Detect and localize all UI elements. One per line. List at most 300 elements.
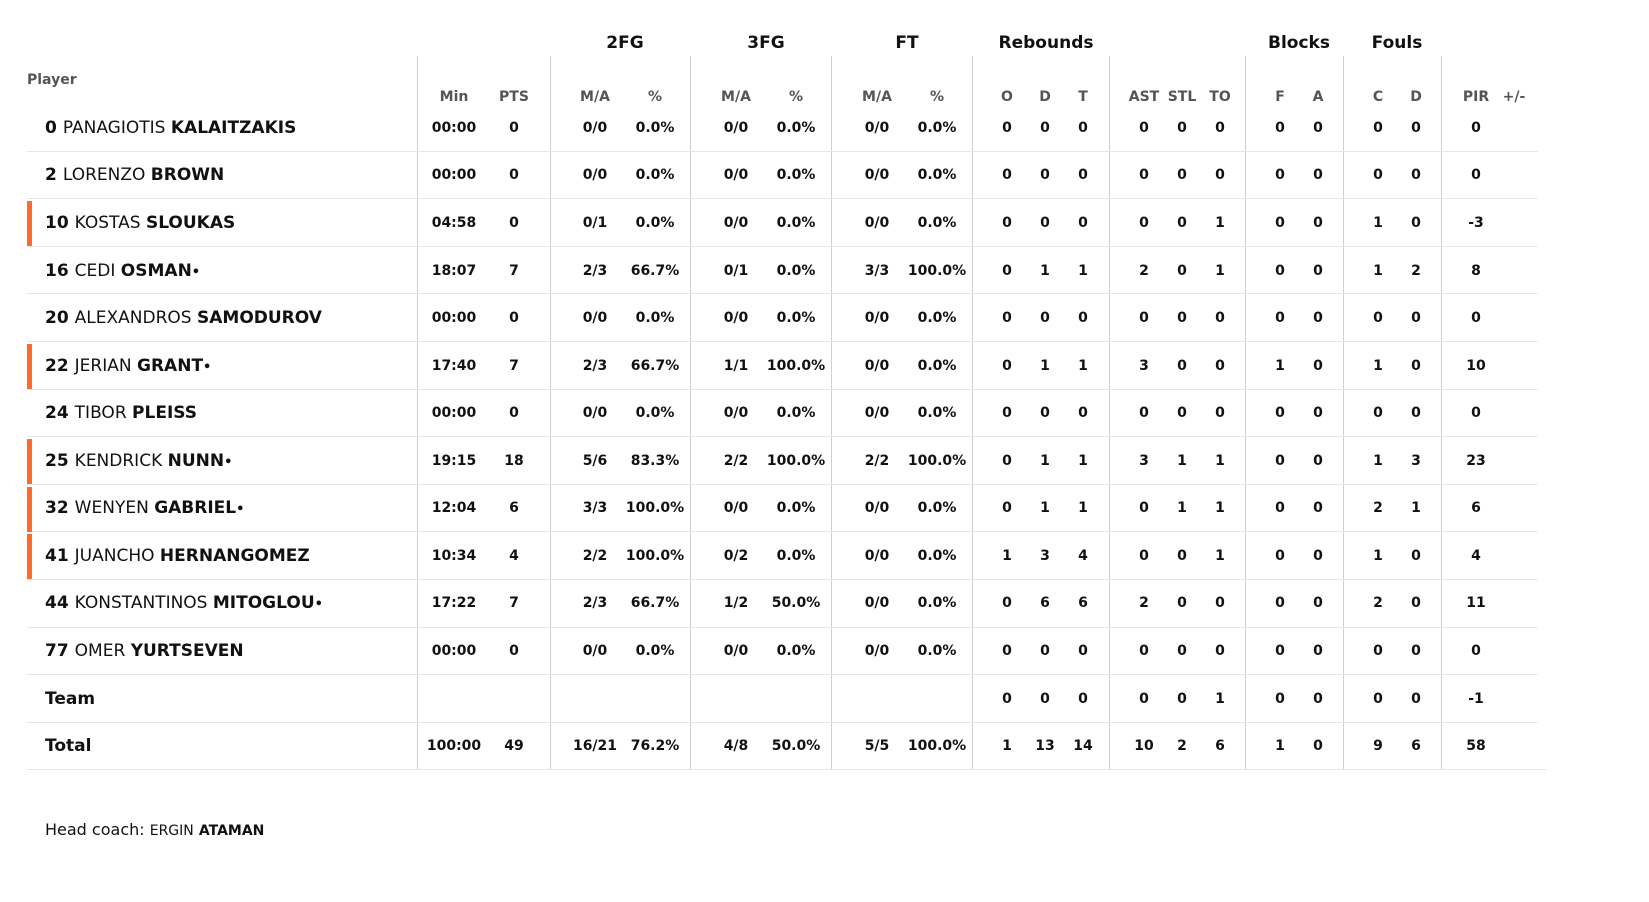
stat-cell: 0 — [1411, 215, 1421, 231]
stat-cell: 0/0 — [723, 215, 749, 231]
stat-cell: 0 — [1275, 691, 1285, 707]
stat-cell: 1 — [1078, 453, 1088, 469]
stat-cell: 0 — [1040, 310, 1050, 326]
stat-cell: 0/0 — [723, 310, 749, 326]
stat-cell — [625, 686, 685, 712]
stat-cell: 11 — [1466, 595, 1486, 611]
head-coach-last-name: ATAMAN — [198, 823, 265, 839]
stat-cell: 0 — [1275, 405, 1285, 421]
stat-cell: 0 — [1177, 358, 1187, 374]
stat-cell — [1496, 353, 1532, 379]
team-row-label: Team — [45, 689, 96, 709]
player-first-name: JERIAN — [74, 356, 132, 376]
stat-cell: 0 — [1002, 453, 1012, 469]
player-first-name: ALEXANDROS — [74, 308, 192, 328]
stat-cell: 0 — [1373, 120, 1383, 136]
column-header: A — [1312, 89, 1324, 105]
player-name[interactable] — [45, 353, 211, 379]
stat-cell: 2 — [1373, 500, 1383, 516]
stat-cell: 0 — [1040, 167, 1050, 183]
stat-cell: 0 — [1040, 215, 1050, 231]
stat-cell: 100.0% — [766, 453, 826, 469]
stat-cell: 100:00 — [426, 738, 482, 754]
stat-cell: 0 — [1471, 643, 1481, 659]
player-name[interactable] — [45, 162, 224, 188]
stat-cell: 0 — [1275, 310, 1285, 326]
player-name[interactable] — [45, 305, 322, 331]
stat-cell: 0/0 — [864, 548, 890, 564]
stat-cell: 2 — [1373, 595, 1383, 611]
player-name[interactable] — [45, 495, 244, 521]
column-divider — [1343, 56, 1344, 770]
stat-cell — [1496, 448, 1532, 474]
stat-cell: 3 — [1139, 453, 1149, 469]
stat-cell — [766, 686, 826, 712]
player-last-name: OSMAN — [120, 261, 192, 281]
stat-cell: 0.0% — [917, 643, 957, 659]
player-first-name: KOSTAS — [74, 213, 141, 233]
stat-cell: 1 — [1215, 263, 1225, 279]
stat-cell: 0 — [1139, 643, 1149, 659]
stat-cell: 0/0 — [864, 405, 890, 421]
head-coach-label: Head coach: — [45, 820, 145, 839]
stat-cell — [1496, 733, 1532, 759]
column-header: % — [788, 89, 804, 105]
stat-cell: 50.0% — [771, 738, 821, 754]
row-divider — [27, 627, 1538, 628]
stat-cell: 0.0% — [917, 595, 957, 611]
starter-marker: • — [224, 455, 233, 470]
stat-cell: 0 — [1177, 167, 1187, 183]
group-header-ft: FT — [895, 33, 919, 53]
stat-cell: 0 — [1313, 548, 1323, 564]
stat-cell: 0/0 — [864, 643, 890, 659]
stat-cell: 0 — [1139, 120, 1149, 136]
stat-cell: 0 — [1373, 643, 1383, 659]
stat-cell: 00:00 — [431, 167, 477, 183]
stat-cell: 0 — [1002, 310, 1012, 326]
stat-cell: 0 — [1215, 595, 1225, 611]
stat-cell: 0/0 — [864, 215, 890, 231]
stat-cell: 0 — [1373, 691, 1383, 707]
column-header: TO — [1209, 89, 1231, 105]
player-name[interactable] — [45, 543, 310, 569]
stat-cell: 0 — [1471, 310, 1481, 326]
stat-cell: 0/0 — [582, 405, 608, 421]
on-court-indicator — [27, 487, 32, 532]
stat-cell: 0/2 — [723, 548, 749, 564]
stat-cell: 0 — [1313, 691, 1323, 707]
stat-cell: 0.0% — [635, 405, 675, 421]
stat-cell: 0 — [1411, 548, 1421, 564]
stat-cell — [1496, 638, 1532, 664]
column-header: +/- — [1502, 89, 1526, 105]
stat-cell: 1/2 — [723, 595, 749, 611]
column-divider — [972, 56, 973, 770]
stat-cell: 23 — [1466, 453, 1486, 469]
stat-cell: 4 — [1471, 548, 1481, 564]
stat-cell: 1/1 — [723, 358, 749, 374]
column-header: M/A — [862, 89, 892, 105]
player-last-name: BROWN — [150, 165, 225, 185]
stat-cell: 3/3 — [582, 500, 608, 516]
stat-cell: 0.0% — [635, 120, 675, 136]
player-last-name: SLOUKAS — [145, 213, 236, 233]
stat-cell: 10 — [1466, 358, 1486, 374]
column-divider — [550, 56, 551, 770]
row-divider — [27, 198, 1538, 199]
stat-cell: 0 — [1313, 120, 1323, 136]
stat-cell: 0 — [1139, 691, 1149, 707]
stat-cell: 0 — [1040, 691, 1050, 707]
player-column-header: Player — [27, 72, 77, 88]
stat-cell — [1496, 258, 1532, 284]
player-last-name: KALAITZAKIS — [170, 118, 297, 138]
stat-cell: 0/0 — [582, 120, 608, 136]
stat-cell: 0 — [1002, 263, 1012, 279]
starter-marker: • — [191, 265, 201, 280]
stat-cell: 1 — [1275, 358, 1285, 374]
stat-cell: 0/0 — [723, 500, 749, 516]
stat-cell: 0 — [1139, 500, 1149, 516]
player-number: 24 — [45, 403, 69, 423]
player-first-name: CEDI — [74, 261, 116, 281]
stat-cell: 5/5 — [864, 738, 890, 754]
stat-cell: 0 — [1002, 691, 1012, 707]
stat-cell: 0.0% — [776, 120, 816, 136]
stat-cell: 1 — [1040, 263, 1050, 279]
stat-cell: 0 — [1002, 167, 1012, 183]
stat-cell: -1 — [1468, 691, 1484, 707]
stat-cell: 0 — [1215, 310, 1225, 326]
stat-cell: 0.0% — [776, 643, 816, 659]
player-last-name: YURTSEVEN — [130, 641, 244, 661]
player-name[interactable] — [45, 258, 200, 284]
stat-cell: 2 — [1177, 738, 1187, 754]
player-number: 25 — [45, 451, 69, 471]
stat-cell: 3 — [1411, 453, 1421, 469]
stat-cell: 0 — [1313, 167, 1323, 183]
stat-cell: 0.0% — [917, 310, 957, 326]
stat-cell: 0.0% — [635, 167, 675, 183]
stat-cell — [904, 686, 970, 712]
column-divider — [690, 56, 691, 770]
stat-cell: 6 — [1215, 738, 1225, 754]
stat-cell: 1 — [1215, 215, 1225, 231]
stat-cell: 0 — [1002, 405, 1012, 421]
stat-cell — [1496, 543, 1532, 569]
player-first-name: LORENZO — [62, 165, 146, 185]
column-header: M/A — [721, 89, 751, 105]
stat-cell: 2/3 — [582, 595, 608, 611]
stat-cell: 00:00 — [431, 405, 477, 421]
stat-cell: 0 — [1002, 120, 1012, 136]
stat-cell: 83.3% — [630, 453, 680, 469]
stat-cell: 0 — [1411, 405, 1421, 421]
column-header: M/A — [580, 89, 610, 105]
group-header-blk: Blocks — [1268, 33, 1330, 53]
stat-cell: 00:00 — [431, 643, 477, 659]
stat-cell: 0/0 — [864, 595, 890, 611]
on-court-indicator — [27, 534, 32, 579]
stat-cell: 0 — [1313, 405, 1323, 421]
stat-cell — [1496, 590, 1532, 616]
stat-cell: 13 — [1035, 738, 1055, 754]
stat-cell: 0/0 — [864, 358, 890, 374]
stat-cell: 0/0 — [582, 643, 608, 659]
stat-cell: 0 — [1078, 310, 1088, 326]
player-first-name: WENYEN — [74, 498, 149, 518]
column-header: STL — [1167, 89, 1197, 105]
stat-cell: 7 — [509, 358, 519, 374]
row-divider — [27, 531, 1538, 532]
stat-cell: 1 — [1215, 691, 1225, 707]
stat-cell: 0 — [1177, 263, 1187, 279]
stat-cell: 0 — [1078, 215, 1088, 231]
stat-cell: 1 — [1373, 358, 1383, 374]
stat-cell: 1 — [1002, 548, 1012, 564]
stat-cell: 100.0% — [907, 263, 967, 279]
column-header: D — [1039, 89, 1051, 105]
stat-cell: 0/1 — [582, 215, 608, 231]
stat-cell: 7 — [509, 595, 519, 611]
row-divider — [27, 293, 1538, 294]
stat-cell: 12:04 — [431, 500, 477, 516]
stat-cell: 0.0% — [917, 405, 957, 421]
row-divider — [27, 579, 1538, 580]
stat-cell: 2/2 — [723, 453, 749, 469]
stat-cell — [1496, 495, 1532, 521]
stat-cell: 49 — [504, 738, 524, 754]
stat-cell: 1 — [1215, 453, 1225, 469]
stat-cell: 0 — [1177, 548, 1187, 564]
column-header: PTS — [499, 89, 529, 105]
stat-cell: 0 — [1411, 595, 1421, 611]
stat-cell: 6 — [1471, 500, 1481, 516]
stat-cell: 0 — [1215, 167, 1225, 183]
stat-cell: 04:58 — [431, 215, 477, 231]
column-header: T — [1078, 89, 1088, 105]
column-header: % — [929, 89, 945, 105]
stat-cell: 10 — [1134, 738, 1154, 754]
column-header: Min — [439, 89, 469, 105]
stat-cell: 0 — [1139, 215, 1149, 231]
stat-cell: 2/2 — [864, 453, 890, 469]
stat-cell: 0 — [1471, 167, 1481, 183]
stat-cell: 100.0% — [907, 738, 967, 754]
stat-cell — [1496, 115, 1532, 141]
stat-cell: 0 — [1275, 595, 1285, 611]
stat-cell: 17:22 — [431, 595, 477, 611]
stat-cell: 2/3 — [582, 263, 608, 279]
stat-cell: 0/0 — [723, 643, 749, 659]
stat-cell: 1 — [1177, 453, 1187, 469]
player-last-name: SAMODUROV — [197, 308, 322, 328]
stat-cell: 0 — [509, 167, 519, 183]
stat-cell: 0 — [1411, 167, 1421, 183]
stat-cell: 100.0% — [625, 548, 685, 564]
row-divider — [27, 436, 1538, 437]
total-row-label: Total — [45, 736, 92, 756]
row-divider — [27, 389, 1538, 390]
stat-cell: 1 — [1411, 500, 1421, 516]
stat-cell: 100.0% — [625, 500, 685, 516]
player-name[interactable] — [45, 115, 296, 141]
stat-cell: 0.0% — [917, 167, 957, 183]
stat-cell: 0 — [509, 643, 519, 659]
player-last-name: GABRIEL — [154, 498, 237, 518]
stat-cell: 0 — [1275, 215, 1285, 231]
row-divider — [27, 722, 1538, 723]
stat-cell — [1496, 400, 1532, 426]
player-name[interactable] — [45, 448, 232, 474]
column-header: % — [647, 89, 663, 105]
stat-cell: 0.0% — [776, 167, 816, 183]
stat-cell: 1 — [1078, 500, 1088, 516]
on-court-indicator — [27, 344, 32, 389]
stat-cell: 0 — [1215, 405, 1225, 421]
column-divider — [1109, 56, 1110, 770]
stat-cell: 0 — [1275, 167, 1285, 183]
player-number: 2 — [45, 165, 57, 185]
stat-cell: 1 — [1078, 263, 1088, 279]
stat-cell: 66.7% — [630, 595, 680, 611]
stat-cell: 1 — [1275, 738, 1285, 754]
stat-cell: 0/0 — [864, 310, 890, 326]
stat-cell: 17:40 — [431, 358, 477, 374]
stat-cell: 10:34 — [431, 548, 477, 564]
stat-cell: 0/0 — [864, 500, 890, 516]
stat-cell: 0 — [1215, 358, 1225, 374]
player-name[interactable] — [45, 210, 235, 236]
stat-cell: 4/8 — [723, 738, 749, 754]
stat-cell: 0 — [1471, 405, 1481, 421]
stat-cell: 9 — [1373, 738, 1383, 754]
stat-cell: 0 — [1215, 120, 1225, 136]
stat-cell: 0/0 — [723, 405, 749, 421]
stat-cell: 0 — [1078, 405, 1088, 421]
player-number: 10 — [45, 213, 69, 233]
column-divider — [1441, 56, 1442, 770]
player-number: 16 — [45, 261, 69, 281]
stat-cell: 2 — [1411, 263, 1421, 279]
stat-cell: 0 — [1313, 215, 1323, 231]
starter-marker: • — [236, 502, 245, 517]
stat-cell: 50.0% — [771, 595, 821, 611]
stat-cell: 0/0 — [864, 120, 890, 136]
stat-cell: 1 — [1373, 263, 1383, 279]
stat-cell: 1 — [1040, 358, 1050, 374]
stat-cell: 0 — [1411, 643, 1421, 659]
column-divider — [1245, 56, 1246, 770]
stat-cell: 0.0% — [635, 215, 675, 231]
stat-cell: 0 — [1275, 643, 1285, 659]
stat-cell: 0 — [1177, 310, 1187, 326]
stat-cell — [492, 686, 536, 712]
stat-cell: 0/0 — [723, 120, 749, 136]
starter-marker: • — [203, 360, 212, 375]
stat-cell: 6 — [1078, 595, 1088, 611]
stat-cell: 0 — [1275, 120, 1285, 136]
stat-cell: 3 — [1139, 358, 1149, 374]
stat-cell: 0 — [1078, 643, 1088, 659]
stat-cell: 1 — [1373, 453, 1383, 469]
stat-cell: 0 — [1313, 310, 1323, 326]
stat-cell: 58 — [1466, 738, 1486, 754]
player-number: 41 — [45, 546, 69, 566]
stat-cell: 16/21 — [572, 738, 618, 754]
stat-cell: 18:07 — [431, 263, 477, 279]
player-number: 22 — [45, 356, 69, 376]
stat-cell: 2 — [1139, 595, 1149, 611]
stat-cell — [706, 686, 766, 712]
stat-cell: 0.0% — [917, 215, 957, 231]
stat-cell: 0.0% — [917, 120, 957, 136]
row-divider — [27, 341, 1538, 342]
stat-cell: 0 — [1313, 738, 1323, 754]
player-number: 20 — [45, 308, 69, 328]
stat-cell — [565, 686, 625, 712]
stat-cell: 4 — [509, 548, 519, 564]
stat-cell: 2/3 — [582, 358, 608, 374]
stat-cell: 0 — [1411, 120, 1421, 136]
stat-cell: 0 — [1215, 643, 1225, 659]
player-name[interactable] — [45, 638, 244, 664]
stat-cell: 0 — [1275, 500, 1285, 516]
stat-cell: 0 — [1040, 405, 1050, 421]
stat-cell: 0.0% — [917, 500, 957, 516]
player-last-name: PLEISS — [132, 403, 198, 423]
stat-cell — [418, 686, 490, 712]
stat-cell: 0 — [1177, 405, 1187, 421]
stat-cell: 0 — [1275, 548, 1285, 564]
stat-cell: 0 — [1411, 310, 1421, 326]
stat-cell: 7 — [509, 263, 519, 279]
stat-cell: 0/0 — [582, 167, 608, 183]
stat-cell: 100.0% — [907, 453, 967, 469]
player-name[interactable] — [45, 400, 197, 426]
stat-cell — [1496, 686, 1532, 712]
stat-cell: 0 — [1078, 120, 1088, 136]
player-name[interactable] — [45, 590, 323, 616]
stat-cell: 1 — [1373, 548, 1383, 564]
stat-cell: 0/0 — [864, 167, 890, 183]
stat-cell: 1 — [1177, 500, 1187, 516]
stat-cell: 0 — [1275, 263, 1285, 279]
stat-cell: 0 — [1139, 310, 1149, 326]
player-last-name: HERNANGOMEZ — [159, 546, 310, 566]
stat-cell: 100.0% — [766, 358, 826, 374]
stat-cell: 0 — [1275, 453, 1285, 469]
stat-cell: 0 — [1002, 215, 1012, 231]
player-first-name: TIBOR — [74, 403, 127, 423]
player-first-name: KONSTANTINOS — [74, 593, 208, 613]
stat-cell — [847, 686, 907, 712]
stat-cell: 0 — [1373, 405, 1383, 421]
stat-cell: 0.0% — [776, 263, 816, 279]
stat-cell: 0 — [1177, 691, 1187, 707]
stat-cell: 2 — [1139, 263, 1149, 279]
stat-cell: 0 — [509, 405, 519, 421]
stat-cell: 0 — [1078, 167, 1088, 183]
column-header: C — [1372, 89, 1384, 105]
stat-cell: 1 — [1373, 215, 1383, 231]
row-divider — [27, 246, 1538, 247]
stat-cell: 0 — [1078, 691, 1088, 707]
group-header-fouls: Fouls — [1371, 33, 1423, 53]
stat-cell: 0 — [1373, 310, 1383, 326]
player-first-name: KENDRICK — [74, 451, 163, 471]
